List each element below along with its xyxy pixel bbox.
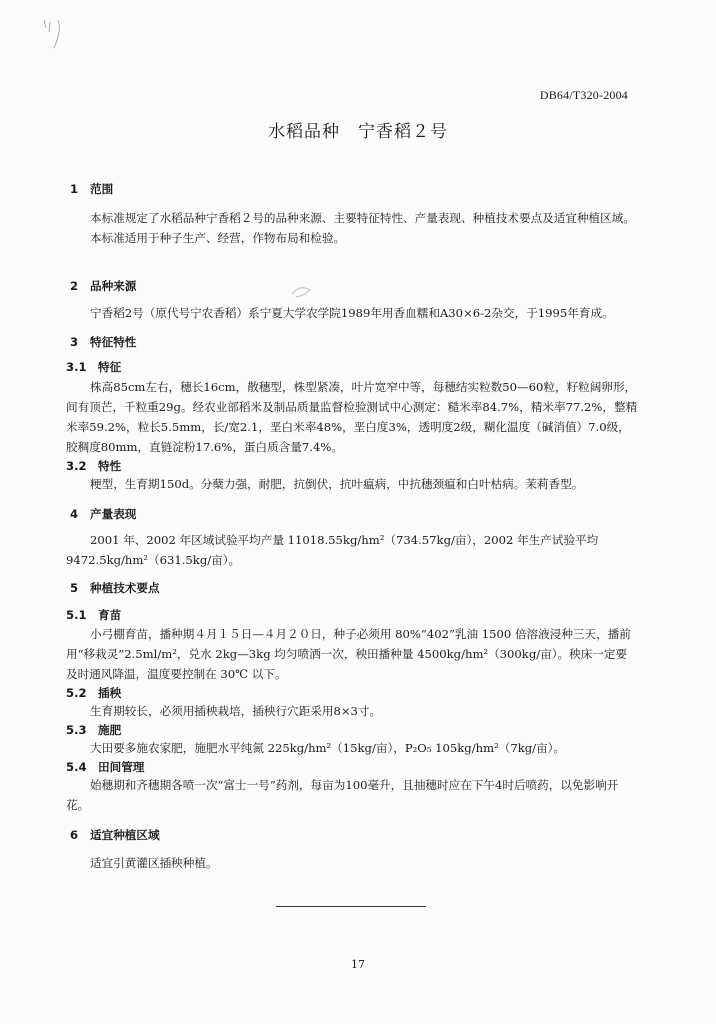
scan-artifact-smudge <box>290 280 316 300</box>
section-1-body <box>66 208 638 248</box>
subsection-title: 特性 <box>98 459 122 473</box>
section-4-body <box>66 530 638 570</box>
section-number: 4 <box>70 507 79 521</box>
paragraph: 小弓棚育苗，播种期４月１５日—４月２０日，种子必须用 80%“402”乳油 1500 倍溶液浸种三天，播前用“移栽灵”2.5ml/m²，兑水 2kg—3kg 均匀喷洒一次，秧田播种量 4500kg/hm²（300kg/亩）。秧床一定要及时通风降温，温度要控制在 30℃ 以下。 <box>66 627 631 681</box>
section-number: 2 <box>70 279 79 293</box>
page-number: 17 <box>351 958 365 971</box>
subsection-title: 施肥 <box>98 723 122 737</box>
paragraph: 生育期较长，必须用插秧栽培，插秧行穴距采用8×3寸。 <box>90 704 382 718</box>
section-title: 适宜种植区域 <box>90 828 160 842</box>
paragraph: 宁香稻2号（原代号宁农香稻）系宁夏大学农学院1989年用香血糯和A30×6-2杂交，于1995年育成。 <box>90 306 614 320</box>
subsection-5-3-body <box>66 738 638 758</box>
subsection-number: 5.4 <box>66 760 87 774</box>
subsection-3-1-heading <box>66 359 121 375</box>
subsection-title: 特征 <box>98 360 122 374</box>
paragraph: 粳型，生育期150d。分蘖力强，耐肥，抗倒伏，抗叶瘟病，中抗穗颈瘟和白叶枯病。茉莉香型。 <box>90 477 584 491</box>
section-1-heading <box>70 181 113 197</box>
subsection-title: 育苗 <box>98 608 122 622</box>
subsection-number: 5.1 <box>66 608 87 622</box>
section-5-heading <box>70 580 160 596</box>
section-6-heading <box>70 827 160 843</box>
section-title: 范围 <box>90 182 114 196</box>
subsection-3-2-body <box>66 474 638 494</box>
section-title: 特征特性 <box>90 335 137 349</box>
section-number: 1 <box>70 182 79 196</box>
section-2-body <box>66 303 638 323</box>
subsection-5-4-body <box>66 775 638 815</box>
section-title: 产量表现 <box>90 507 137 521</box>
subsection-5-1-heading <box>66 607 121 623</box>
section-number: 3 <box>70 335 79 349</box>
paragraph: 本标准适用于种子生产、经营，作物布局和检验。 <box>90 231 346 245</box>
section-title: 品种来源 <box>90 279 137 293</box>
subsection-title: 插秧 <box>98 686 122 700</box>
paragraph: 本标准规定了水稻品种宁香稻２号的品种来源、主要特征特性、产量表现、种植技术要点及适宜种植区域。 <box>90 211 635 225</box>
section-number: 5 <box>70 581 79 595</box>
section-2-heading <box>70 278 136 294</box>
section-3-heading <box>70 334 136 350</box>
end-rule <box>276 906 426 907</box>
section-6-body <box>66 853 638 873</box>
subsection-5-3-heading <box>66 722 121 738</box>
subsection-5-2-body <box>66 701 638 721</box>
paragraph: 大田要多施农家肥，施肥水平纯氮 225kg/hm²（15kg/亩），P₂O₅ 105kg/hm²（7kg/亩）。 <box>90 741 566 755</box>
subsection-title: 田间管理 <box>98 760 145 774</box>
section-title: 种植技术要点 <box>90 581 160 595</box>
subsection-number: 5.2 <box>66 686 87 700</box>
paragraph: 适宜引黄灌区插秧种植。 <box>90 856 218 870</box>
paragraph: 株高85cm左右，穗长16cm，散穗型，株型紧凑，叶片宽窄中等，每穗结实粒数50—60粒，籽粒阔卵形，间有顶芒，千粒重29g。经农业部稻米及制品质量监督检验测试中心测定：糙米率84.7%，精米率77.2%，整精米率59.2%，粒长5.5mm，长/宽2.1，垩白米率48%，垩白度3%，透明度2级，糊化温度（碱消值）7.0级，胶稠度80mm，直链淀粉17.6%，蛋白质含量7.4%。 <box>66 380 638 454</box>
subsection-number: 5.3 <box>66 723 87 737</box>
page-title: 水稻品种 宁香稻２号 <box>268 122 448 142</box>
document-code: DB64/T320-2004 <box>539 88 628 102</box>
subsection-5-4-heading <box>66 759 144 775</box>
subsection-3-2-heading <box>66 458 121 474</box>
subsection-5-2-heading <box>66 685 121 701</box>
subsection-5-1-body <box>66 624 638 684</box>
subsection-number: 3.1 <box>66 360 87 374</box>
paragraph: 始穗期和齐穗期各喷一次“富士一号”药剂，每亩为100毫升，且抽穗时应在下午4时后喷药，以免影响开花。 <box>66 778 619 812</box>
paragraph: 2001 年、2002 年区域试验平均产量 11018.55kg/hm²（734.57kg/亩），2002 年生产试验平均9472.5kg/hm²（631.5kg/亩）。 <box>66 533 599 567</box>
section-4-heading <box>70 506 136 522</box>
scan-artifact-mark <box>40 18 70 58</box>
subsection-3-1-body <box>66 377 638 457</box>
section-number: 6 <box>70 828 79 842</box>
subsection-number: 3.2 <box>66 459 87 473</box>
